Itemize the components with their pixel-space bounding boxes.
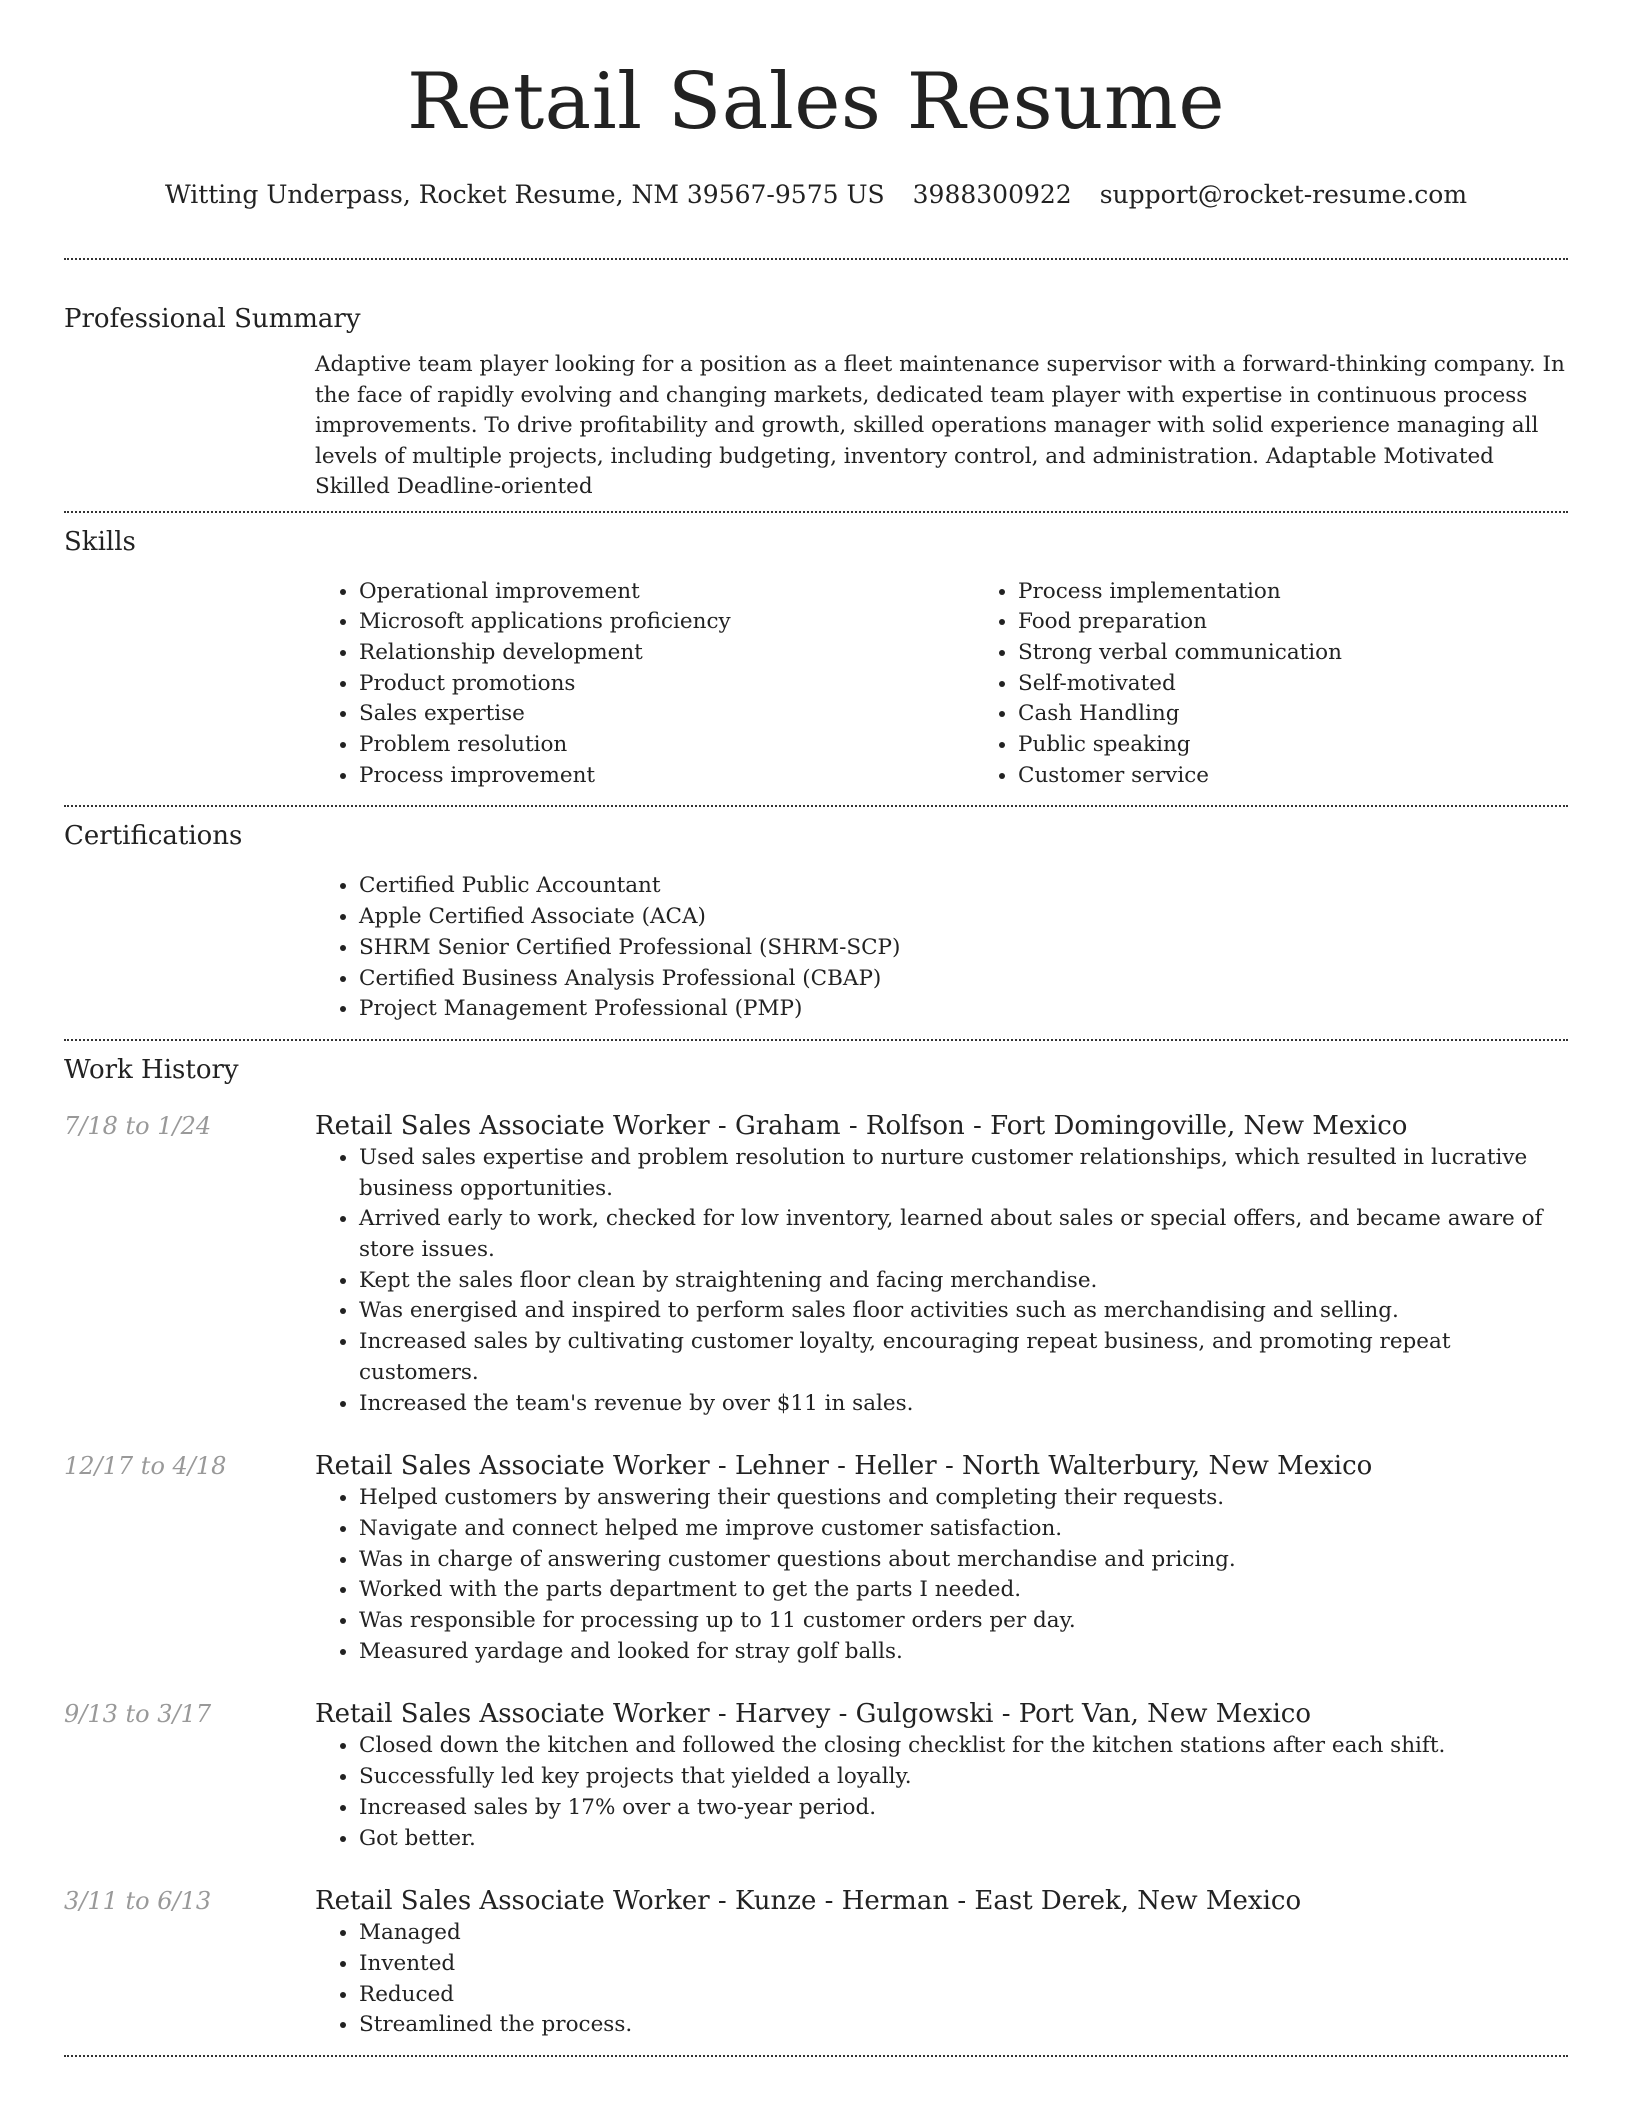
- skills-section: [64, 525, 1568, 792]
- section-divider: [64, 2055, 1568, 2057]
- list-item: • Cash Handling: [1018, 699, 1568, 730]
- list-item: • SHRM Senior Certified Professional (SHRM-SCP): [359, 933, 1568, 964]
- list-item: • Public speaking: [1018, 730, 1568, 761]
- list-item: • Sales expertise: [359, 699, 974, 730]
- list-item: • Navigate and connect helped me improve customer satisfaction.: [359, 1514, 1568, 1545]
- skills-heading: Skills: [64, 526, 136, 557]
- job-entry: [64, 1109, 1568, 1419]
- list-item: • Certified Business Analysis Professional (CBAP): [359, 964, 1568, 995]
- list-item: • Apple Certified Associate (ACA): [359, 902, 1568, 933]
- list-item: • Managed: [359, 1918, 1568, 1949]
- certifications-section: [64, 819, 1568, 1025]
- list-item: • Helped customers by answering their questions and completing their requests.: [359, 1483, 1568, 1514]
- work-history-section: [64, 1053, 1568, 2041]
- list-item: • Food preparation: [1018, 607, 1568, 638]
- list-item: • Customer service: [1018, 761, 1568, 792]
- job-title: Retail Sales Associate Worker - Kunze - Herman - East Derek, New Mexico: [315, 1886, 1302, 1917]
- job-dates: 7/18 to 1/24: [64, 1111, 212, 1140]
- list-item: • Reduced: [359, 1980, 1568, 2011]
- list-item: • Certified Public Accountant: [359, 871, 1568, 902]
- job-dates: 12/17 to 4/18: [64, 1452, 227, 1481]
- skills-list-right: [974, 577, 1568, 792]
- list-item: • Increased the team's revenue by over $11 in sales.: [359, 1389, 1568, 1420]
- section-divider: [64, 511, 1568, 513]
- summary-section: [64, 302, 1568, 503]
- list-item: • Strong verbal communication: [1018, 638, 1568, 669]
- summary-text: Adaptive team player looking for a position as a fleet maintenance supervisor with a forward-thinking company. In the face of rapidly evolving and changing markets, dedicated team player with expertise in continuous process improvements. To drive profitability and growth, skilled operations manager with solid experience managing all levels of multiple projects, including budgeting, inventory control, and administration. Adaptable Motivated Skilled Deadline-oriented: [315, 352, 1565, 499]
- list-item: • Got better.: [359, 1824, 1568, 1855]
- list-item: • Relationship development: [359, 638, 974, 669]
- list-item: • Process implementation: [1018, 577, 1568, 608]
- certifications-heading: Certifications: [64, 821, 243, 852]
- job-entry: [64, 1697, 1568, 1854]
- skills-list-left: [315, 577, 974, 792]
- contact-address: Witting Underpass, Rocket Resume, NM 39567-9575 US: [164, 180, 885, 209]
- job-bullets: [315, 1731, 1568, 1854]
- job-bullets: [315, 1483, 1568, 1667]
- contact-phone: 3988300922: [912, 180, 1072, 209]
- list-item: • Streamlined the process.: [359, 2010, 1568, 2041]
- job-dates: 3/11 to 6/13: [64, 1887, 212, 1916]
- list-item: • Microsoft applications proficiency: [359, 607, 974, 638]
- list-item: • Project Management Professional (PMP): [359, 994, 1568, 1025]
- work-history-heading: Work History: [64, 1054, 239, 1085]
- list-item: • Increased sales by cultivating customer loyalty, encouraging repeat business, and promoting repeat customers.: [359, 1327, 1568, 1388]
- list-item: • Was energised and inspired to perform sales floor activities such as merchandising and selling.: [359, 1296, 1568, 1327]
- certifications-list: [315, 871, 1568, 1025]
- list-item: • Kept the sales floor clean by straightening and facing merchandise.: [359, 1266, 1568, 1297]
- job-title: Retail Sales Associate Worker - Graham - Rolfson - Fort Domingoville, New Mexico: [315, 1110, 1408, 1141]
- list-item: • Product promotions: [359, 669, 974, 700]
- job-entry: [64, 1884, 1568, 2041]
- list-item: • Invented: [359, 1949, 1568, 1980]
- job-entry: [64, 1449, 1568, 1667]
- section-divider: [64, 805, 1568, 807]
- list-item: • Worked with the parts department to get the parts I needed.: [359, 1575, 1568, 1606]
- list-item: • Closed down the kitchen and followed the closing checklist for the kitchen stations after each shift.: [359, 1731, 1568, 1762]
- resume-title: Retail Sales Resume: [406, 57, 1226, 147]
- list-item: • Successfully led key projects that yielded a loyally.: [359, 1762, 1568, 1793]
- job-bullets: [315, 1918, 1568, 2041]
- list-item: • Used sales expertise and problem resolution to nurture customer relationships, which resulted in lucrative business opportunities.: [359, 1143, 1568, 1204]
- list-item: • Self-motivated: [1018, 669, 1568, 700]
- contact-email: support@rocket-resume.com: [1099, 180, 1468, 209]
- job-dates: 9/13 to 3/17: [64, 1700, 212, 1729]
- list-item: • Measured yardage and looked for stray golf balls.: [359, 1637, 1568, 1668]
- section-divider: [64, 258, 1568, 260]
- job-title: Retail Sales Associate Worker - Harvey - Gulgowski - Port Van, New Mexico: [315, 1699, 1311, 1730]
- list-item: • Increased sales by 17% over a two-year period.: [359, 1793, 1568, 1824]
- job-title: Retail Sales Associate Worker - Lehner - Heller - North Walterbury, New Mexico: [315, 1451, 1373, 1482]
- summary-heading: Professional Summary: [64, 304, 361, 334]
- list-item: • Problem resolution: [359, 730, 974, 761]
- list-item: • Process improvement: [359, 761, 974, 792]
- list-item: • Was responsible for processing up to 11 customer orders per day.: [359, 1606, 1568, 1637]
- list-item: • Operational improvement: [359, 577, 974, 608]
- list-item: • Was in charge of answering customer questions about merchandise and pricing.: [359, 1545, 1568, 1576]
- section-divider: [64, 1039, 1568, 1041]
- contact-line: [64, 178, 1568, 212]
- list-item: • Arrived early to work, checked for low inventory, learned about sales or special offers, and became aware of store issues.: [359, 1204, 1568, 1265]
- job-bullets: [315, 1143, 1568, 1419]
